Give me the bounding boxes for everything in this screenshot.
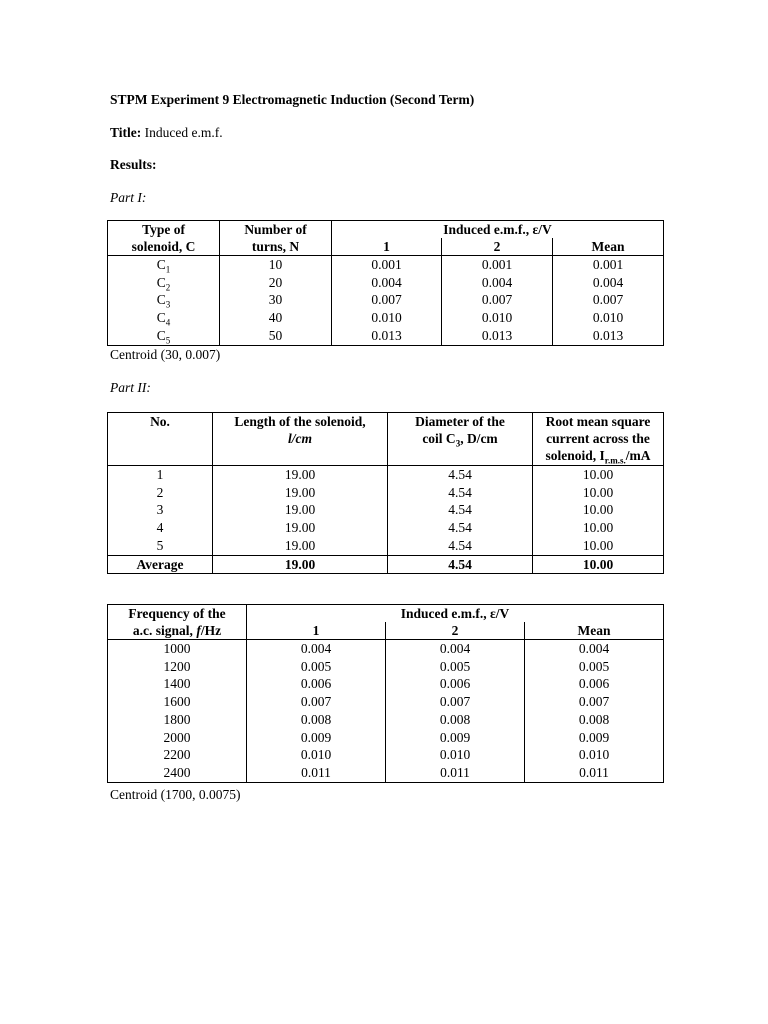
table-row bbox=[108, 327, 664, 345]
part2-header-length: Length of the solenoid, l/cm bbox=[213, 413, 388, 466]
emf-2-cell: 0.008 bbox=[386, 711, 525, 729]
frequency-cell: 2400 bbox=[108, 764, 247, 782]
table-row bbox=[108, 274, 664, 292]
emf-mean-cell: 0.004 bbox=[525, 640, 664, 658]
part1-table bbox=[107, 220, 664, 346]
part1-header-col2: 2 bbox=[442, 238, 553, 256]
emf-1-cell: 0.010 bbox=[332, 309, 442, 327]
table-row bbox=[108, 693, 664, 711]
part1-header-type: Type of bbox=[108, 221, 220, 239]
frequency-cell: 2000 bbox=[108, 729, 247, 747]
part1-header-row-1 bbox=[108, 221, 664, 239]
emf-1-cell: 0.008 bbox=[247, 711, 386, 729]
table-row bbox=[108, 291, 664, 309]
average-length: 19.00 bbox=[213, 555, 388, 573]
emf-2-cell: 0.011 bbox=[386, 764, 525, 782]
part1-header-emf: Induced e.m.f., ε/V bbox=[332, 221, 664, 239]
table-row bbox=[108, 484, 664, 502]
turns-cell: 50 bbox=[220, 327, 332, 345]
part1-header-turns: Number of bbox=[220, 221, 332, 239]
frequency-cell: 1800 bbox=[108, 711, 247, 729]
length-cell: 19.00 bbox=[213, 466, 388, 484]
emf-mean-cell: 0.008 bbox=[525, 711, 664, 729]
table-row bbox=[108, 309, 664, 327]
turns-cell: 40 bbox=[220, 309, 332, 327]
emf-mean-cell: 0.001 bbox=[553, 256, 664, 274]
results-label: Results: bbox=[110, 157, 157, 172]
emf-1-cell: 0.010 bbox=[247, 746, 386, 764]
part3-header-col1: 1 bbox=[247, 622, 386, 640]
part2-header-rms: Root mean square current across the solenoid, $I_{r.m.s.}/mA$ bbox=[533, 413, 664, 466]
table-row bbox=[108, 764, 664, 782]
diameter-cell: 4.54 bbox=[388, 484, 533, 502]
table-row bbox=[108, 729, 664, 747]
no-cell: 2 bbox=[108, 484, 213, 502]
part3-header-freq-2: a.c. signal, f/Hz bbox=[108, 622, 247, 640]
length-cell: 19.00 bbox=[213, 501, 388, 519]
emf-2-cell: 0.005 bbox=[386, 658, 525, 676]
no-cell: 3 bbox=[108, 501, 213, 519]
emf-mean-cell: 0.011 bbox=[525, 764, 664, 782]
part3-table bbox=[107, 604, 664, 783]
part1-label: Part I: bbox=[110, 190, 147, 205]
length-cell: 19.00 bbox=[213, 519, 388, 537]
emf-2-cell: 0.013 bbox=[442, 327, 553, 345]
emf-1-cell: 0.009 bbox=[247, 729, 386, 747]
emf-mean-cell: 0.005 bbox=[525, 658, 664, 676]
part3-header-row-1 bbox=[108, 605, 664, 623]
emf-2-cell: 0.010 bbox=[386, 746, 525, 764]
turns-cell: 20 bbox=[220, 274, 332, 292]
emf-1-cell: 0.006 bbox=[247, 675, 386, 693]
diameter-cell: 4.54 bbox=[388, 537, 533, 555]
part1-header-type-2: solenoid, C bbox=[108, 238, 220, 256]
rms-cell: 10.00 bbox=[533, 537, 664, 555]
turns-cell: 30 bbox=[220, 291, 332, 309]
emf-mean-cell: 0.006 bbox=[525, 675, 664, 693]
part3-header-freq: Frequency of the bbox=[108, 605, 247, 623]
title-line bbox=[110, 125, 223, 141]
part3-header-row-2 bbox=[108, 622, 664, 640]
table-row bbox=[108, 640, 664, 658]
emf-2-cell: 0.009 bbox=[386, 729, 525, 747]
emf-mean-cell: 0.007 bbox=[525, 693, 664, 711]
table-row bbox=[108, 658, 664, 676]
no-cell: 4 bbox=[108, 519, 213, 537]
table-row bbox=[108, 537, 664, 555]
emf-1-cell: 0.011 bbox=[247, 764, 386, 782]
part1-centroid: Centroid (30, 0.007) bbox=[110, 347, 221, 362]
table-row bbox=[108, 501, 664, 519]
part2-header-no: No. bbox=[108, 413, 213, 466]
no-cell: 5 bbox=[108, 537, 213, 555]
table-row bbox=[108, 256, 664, 274]
table-row bbox=[108, 519, 664, 537]
table-row bbox=[108, 466, 664, 484]
emf-2-cell: 0.007 bbox=[386, 693, 525, 711]
average-diameter: 4.54 bbox=[388, 555, 533, 573]
rms-cell: 10.00 bbox=[533, 484, 664, 502]
table-row bbox=[108, 746, 664, 764]
emf-1-cell: 0.007 bbox=[332, 291, 442, 309]
emf-mean-cell: 0.009 bbox=[525, 729, 664, 747]
diameter-cell: 4.54 bbox=[388, 466, 533, 484]
emf-1-cell: 0.013 bbox=[332, 327, 442, 345]
emf-1-cell: 0.004 bbox=[247, 640, 386, 658]
part2-average-row bbox=[108, 555, 664, 573]
no-cell: 1 bbox=[108, 466, 213, 484]
emf-1-cell: 0.007 bbox=[247, 693, 386, 711]
part3-header-col2: 2 bbox=[386, 622, 525, 640]
table-row bbox=[108, 711, 664, 729]
frequency-cell: 1600 bbox=[108, 693, 247, 711]
title-value: Induced e.m.f. bbox=[144, 125, 223, 140]
title-label: Title: bbox=[110, 125, 142, 140]
part2-table bbox=[107, 412, 664, 574]
part1-header-mean: Mean bbox=[553, 238, 664, 256]
emf-mean-cell: 0.007 bbox=[553, 291, 664, 309]
frequency-cell: 1400 bbox=[108, 675, 247, 693]
table-row bbox=[108, 675, 664, 693]
average-label: Average bbox=[108, 555, 213, 573]
emf-2-cell: 0.004 bbox=[386, 640, 525, 658]
emf-1-cell: 0.001 bbox=[332, 256, 442, 274]
rms-cell: 10.00 bbox=[533, 519, 664, 537]
emf-1-cell: 0.004 bbox=[332, 274, 442, 292]
part2-header-diameter: Diameter of the coil $C_3$, D/cm bbox=[388, 413, 533, 466]
part3-header-mean: Mean bbox=[525, 622, 664, 640]
emf-2-cell: 0.004 bbox=[442, 274, 553, 292]
solenoid-type-cell: $C_2$ bbox=[108, 274, 220, 292]
part1-header-col1: 1 bbox=[332, 238, 442, 256]
emf-2-cell: 0.001 bbox=[442, 256, 553, 274]
emf-mean-cell: 0.010 bbox=[553, 309, 664, 327]
average-rms: 10.00 bbox=[533, 555, 664, 573]
part2-header-row bbox=[108, 413, 664, 466]
frequency-cell: 2200 bbox=[108, 746, 247, 764]
emf-2-cell: 0.010 bbox=[442, 309, 553, 327]
solenoid-type-cell: $C_5$ bbox=[108, 327, 220, 345]
diameter-cell: 4.54 bbox=[388, 501, 533, 519]
emf-mean-cell: 0.004 bbox=[553, 274, 664, 292]
length-cell: 19.00 bbox=[213, 537, 388, 555]
frequency-cell: 1000 bbox=[108, 640, 247, 658]
length-cell: 19.00 bbox=[213, 484, 388, 502]
diameter-cell: 4.54 bbox=[388, 519, 533, 537]
part1-header-row-2 bbox=[108, 238, 664, 256]
turns-cell: 10 bbox=[220, 256, 332, 274]
solenoid-type-cell: $C_1$ bbox=[108, 256, 220, 274]
solenoid-type-cell: $C_3$ bbox=[108, 291, 220, 309]
rms-cell: 10.00 bbox=[533, 501, 664, 519]
emf-mean-cell: 0.013 bbox=[553, 327, 664, 345]
part1-header-turns-2: turns, N bbox=[220, 238, 332, 256]
frequency-cell: 1200 bbox=[108, 658, 247, 676]
emf-2-cell: 0.006 bbox=[386, 675, 525, 693]
solenoid-type-cell: $C_4$ bbox=[108, 309, 220, 327]
emf-2-cell: 0.007 bbox=[442, 291, 553, 309]
part3-header-emf: Induced e.m.f., ε/V bbox=[247, 605, 664, 623]
rms-cell: 10.00 bbox=[533, 466, 664, 484]
part3-centroid: Centroid (1700, 0.0075) bbox=[110, 787, 241, 802]
emf-1-cell: 0.005 bbox=[247, 658, 386, 676]
emf-mean-cell: 0.010 bbox=[525, 746, 664, 764]
document-heading: STPM Experiment 9 Electromagnetic Induction (Second Term) bbox=[110, 92, 475, 107]
part2-label: Part II: bbox=[110, 380, 151, 395]
